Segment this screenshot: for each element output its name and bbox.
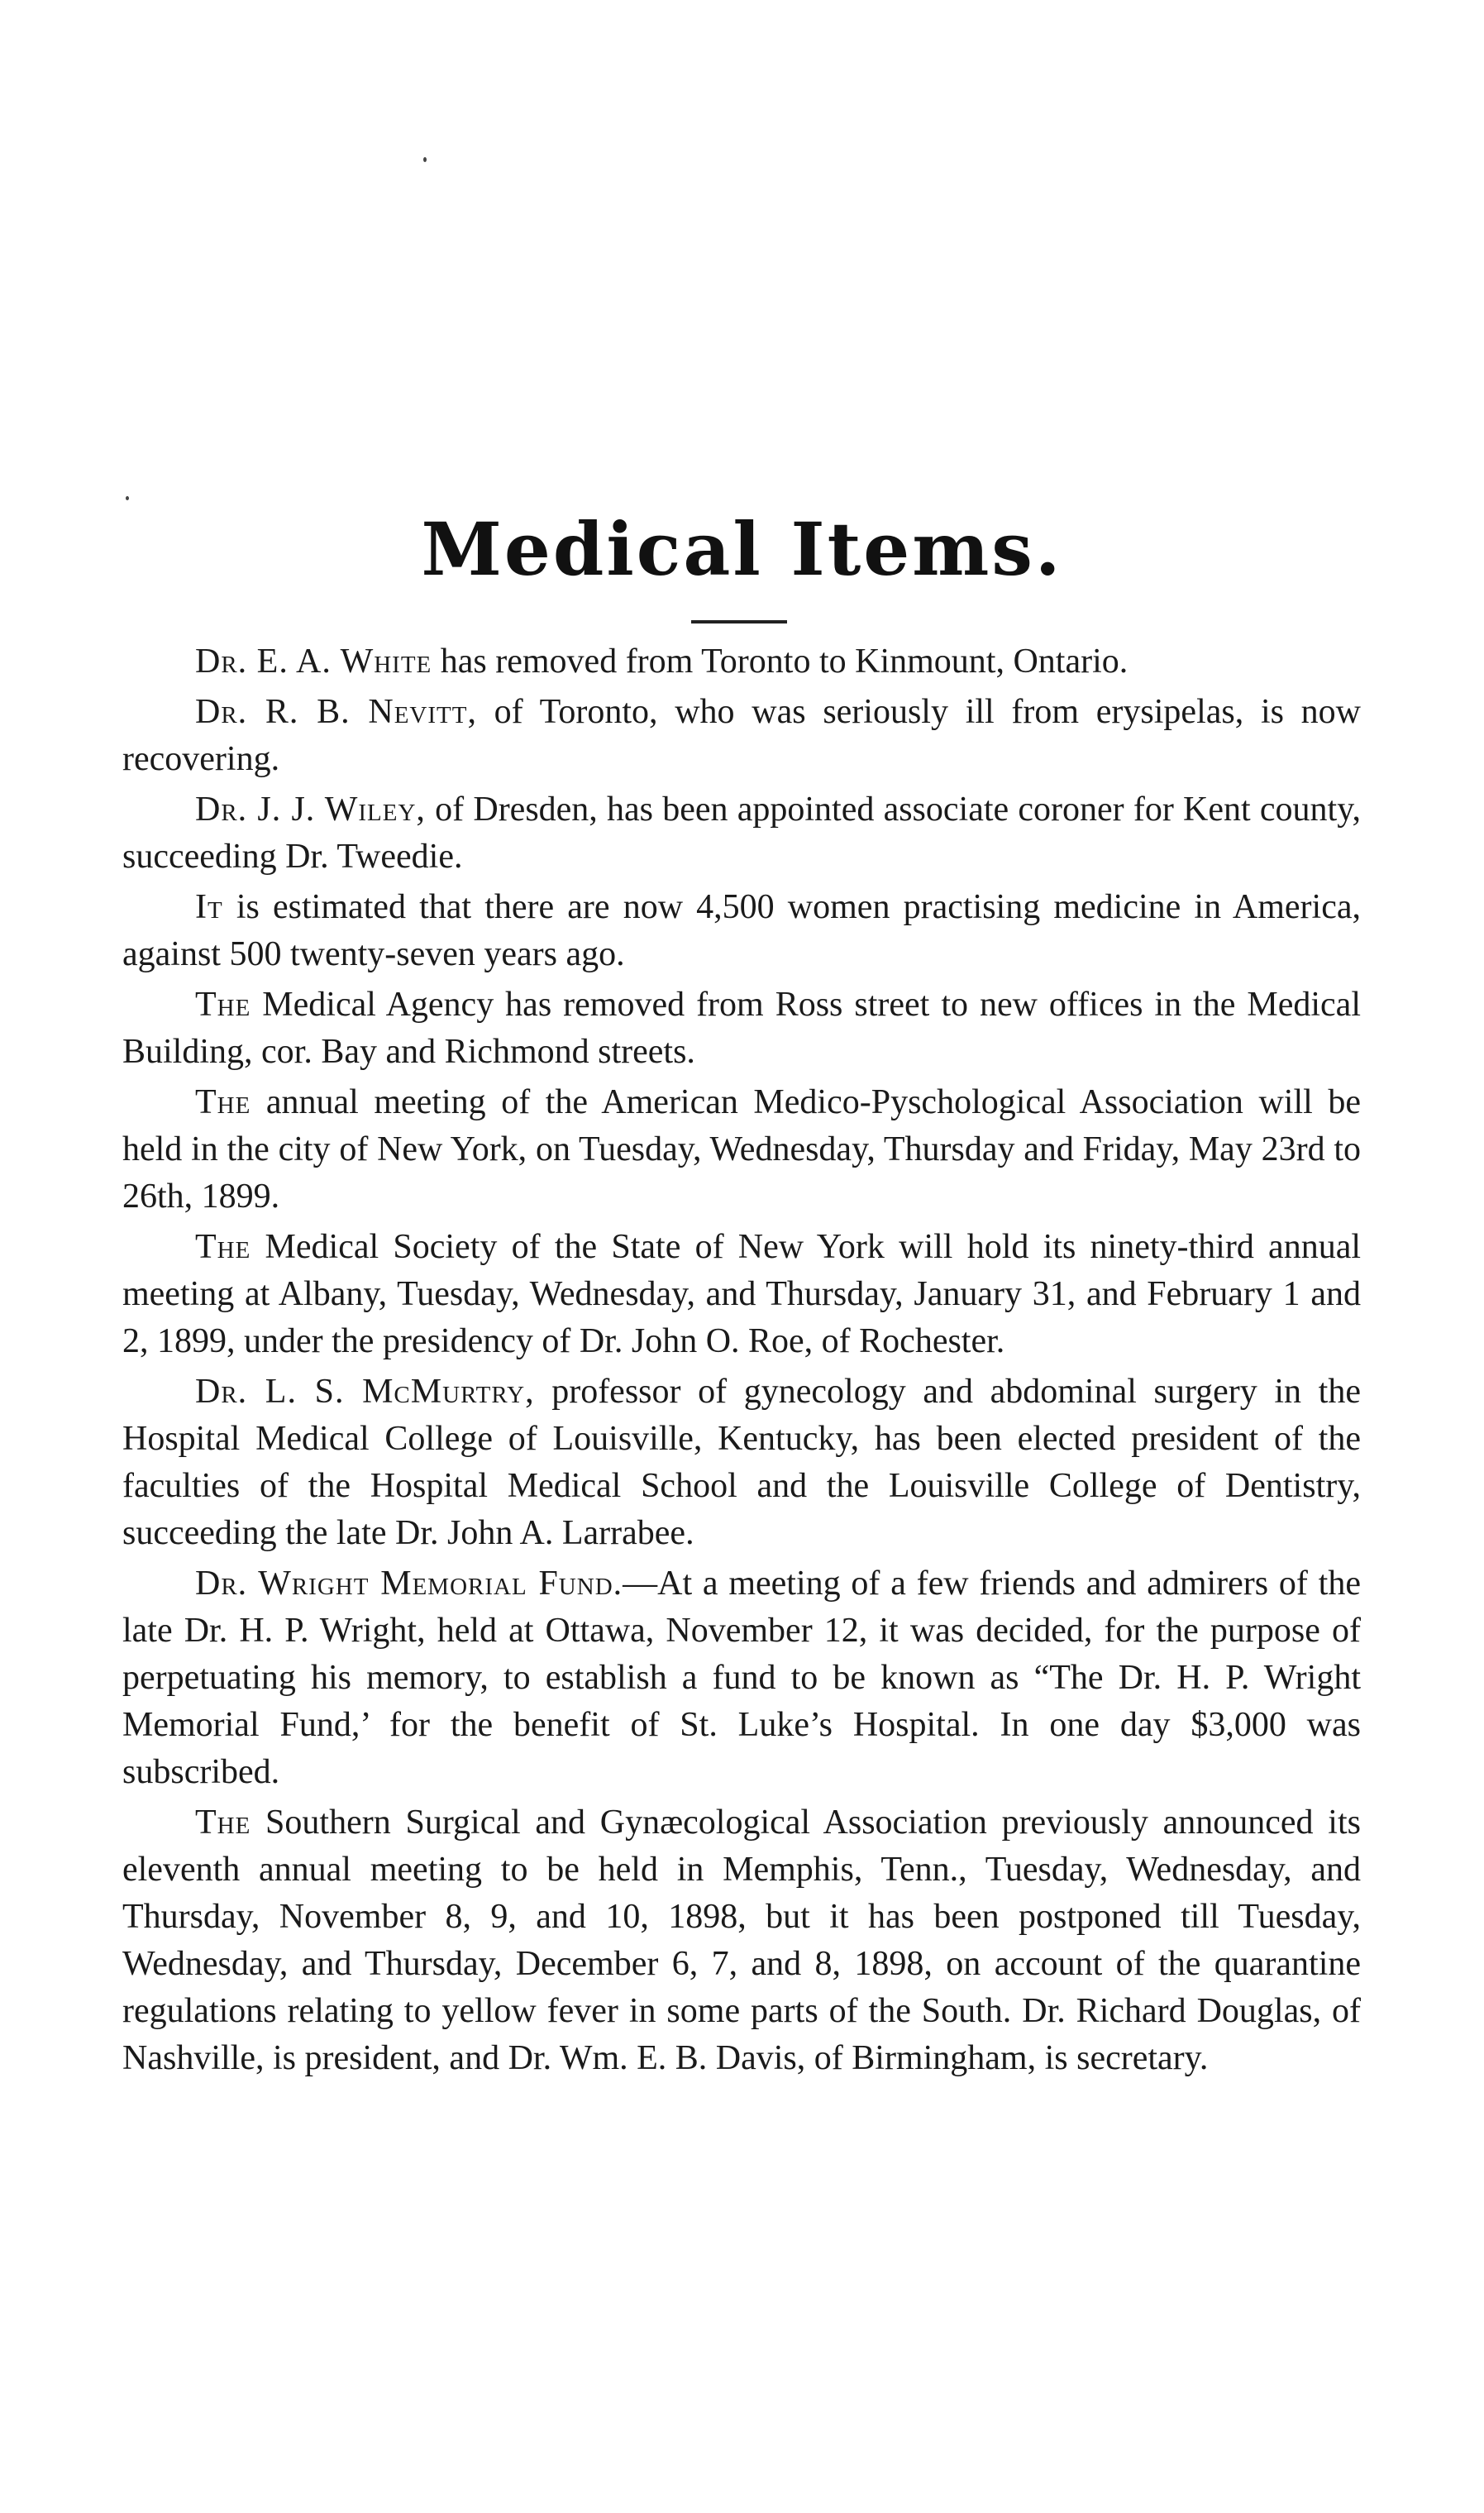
item-lead: Dr. L. S. McMurtry, <box>195 1373 535 1411</box>
item-text: professor of gynecology and abdominal surgery in the Hospital Medical College of Louisville, Kentucky, has been elected president of the faculties of the Hospital Medical School and the Louisville College of Dentistry, succeeding the late Dr. John A. Larrabee. <box>122 1373 1361 1552</box>
item-lead: The <box>195 986 251 1024</box>
item-white-removal <box>122 638 1361 686</box>
page-title: Medical Items. <box>421 506 1063 592</box>
item-nevitt-recovery <box>122 689 1361 783</box>
item-text: Medical Society of the State of New York will hold its ninety-third annual meeting at Albany, Tuesday, Wednesday, and Thursday, January 31, and February 1 and 2, 1899, under the presidency of Dr. John O. Roe, of Rochester. <box>122 1228 1361 1360</box>
item-text: of Toronto, who was seriously ill from erysipelas, is now recovering. <box>122 693 1362 778</box>
item-lead: The <box>195 1804 251 1842</box>
item-lead: Dr. Wright Memorial Fund. <box>195 1565 623 1603</box>
item-lead: Dr. J. J. Wiley, <box>195 791 426 829</box>
item-text: annual meeting of the American Medico-Pyschological Association will be held in the city of New York, on Tuesday, Wednesday, Thursday and Friday, May 23rd to 26th, 1899. <box>122 1083 1361 1216</box>
item-medico-psychological-meeting <box>122 1079 1361 1221</box>
print-speck <box>126 496 129 500</box>
item-ny-medical-society <box>122 1224 1361 1365</box>
item-lead: It <box>195 888 223 926</box>
item-text: Southern Surgical and Gynæcological Association previously announced its eleventh annual meeting to be held in Memphis, Tenn., Tuesday, Wednesday, and Thursday, November 8, 9, and 10, 1898, but it has been postponed till Tuesday, Wednesday, and Thursday, December 6, 7, and 8, 1898, on account of the quarantine regulations relating to yellow fever in some parts of the South. Dr. Richard Douglas, of Nashville, is president, and Dr. Wm. E. B. Davis, of Birmingham, is secretary. <box>122 1804 1361 2077</box>
item-women-medicine <box>122 884 1361 978</box>
item-mcmurtry-president <box>122 1369 1361 1557</box>
item-text: Medical Agency has removed from Ross street to new offices in the Medical Building, cor. Bay and Richmond streets. <box>122 986 1361 1071</box>
item-medical-agency <box>122 982 1361 1076</box>
item-text: is estimated that there are now 4,500 women practising medicine in America, against 500 twenty-seven years ago. <box>122 888 1361 973</box>
item-lead: The <box>195 1083 251 1121</box>
item-text: —At a meeting of a few friends and admirers of the late Dr. H. P. Wright, held at Ottawa, November 12, it was decided, for the purpose of perpetuating his memory, to establish a fund to be known as “The Dr. H. P. Wright Memorial Fund,’ for the benefit of St. Luke’s Hospital. In one day $3,000 was subscribed. <box>122 1565 1361 1791</box>
item-lead: Dr. R. B. Nevitt, <box>195 693 477 731</box>
item-text: of Dresden, has been appointed associate coroner for Kent county, succeeding Dr. Tweedie. <box>122 791 1361 876</box>
item-text: has removed from Toronto to Kinmount, Ontario. <box>432 643 1129 681</box>
item-lead: The <box>195 1228 251 1266</box>
item-wright-memorial-fund <box>122 1560 1361 1796</box>
print-speck <box>423 157 427 162</box>
item-wiley-coroner <box>122 786 1361 881</box>
medical-items-list <box>122 638 1361 2085</box>
item-southern-surgical-association <box>122 1799 1361 2082</box>
title-rule <box>691 620 787 623</box>
item-lead: Dr. E. A. White <box>195 643 432 681</box>
